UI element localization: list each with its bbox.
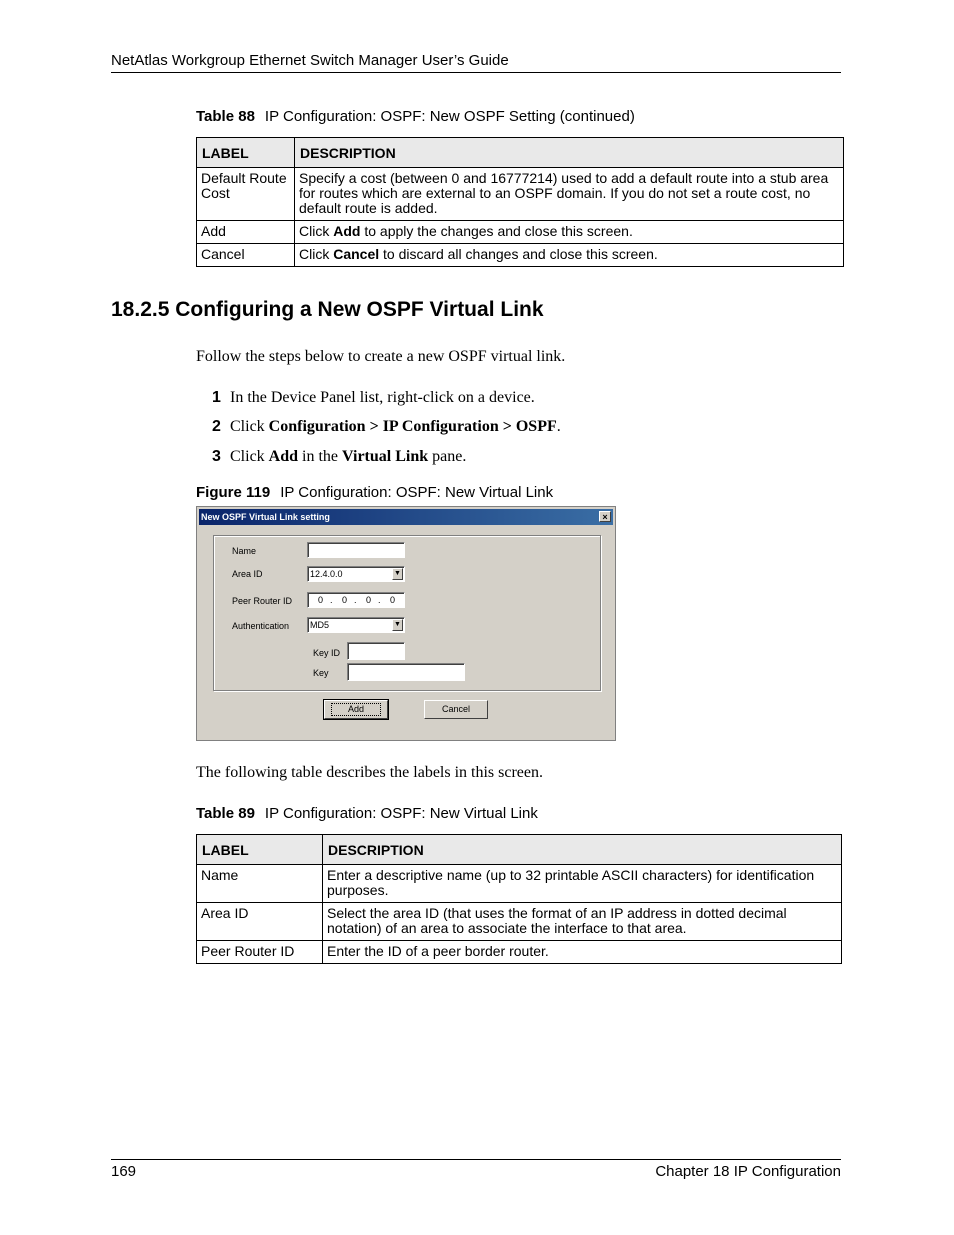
- peer-router-id-input[interactable]: [307, 592, 405, 608]
- figure-title: IP Configuration: OSPF: New Virtual Link: [280, 484, 554, 501]
- area-id-value: 12.4.0.0: [310, 569, 343, 579]
- step-2: 2 Click Configuration > IP Configuration > OSPF.: [212, 418, 561, 435]
- page-header: NetAtlas Workgroup Ethernet Switch Manager User’s Guide: [111, 52, 841, 73]
- table-header-row: [197, 138, 844, 168]
- row-label: Default Route Cost: [197, 168, 295, 221]
- table-row: [197, 244, 844, 267]
- key-id-input[interactable]: [347, 642, 405, 660]
- cancel-button[interactable]: Cancel: [424, 700, 488, 719]
- dialog-titlebar: [199, 509, 613, 525]
- row-label: Add: [197, 221, 295, 244]
- close-icon[interactable]: ×: [599, 511, 611, 522]
- authentication-label: Authentication: [232, 621, 290, 631]
- figure-number: Figure 119: [196, 484, 271, 501]
- table-row: [197, 865, 842, 903]
- authentication-value: MD5: [310, 620, 330, 630]
- peer-router-id-label: Peer Router ID: [232, 596, 293, 606]
- ip-octet-4: 0: [390, 595, 396, 605]
- table-row: [197, 941, 842, 964]
- table-row: [197, 221, 844, 244]
- table-header-row: [197, 835, 842, 865]
- table-89-number: Table 89: [196, 805, 255, 822]
- col-label-header: LABEL: [197, 138, 295, 168]
- row-description: Specify a cost (between 0 and 16777214) used to add a default route into a stub area for routes which are external to an OSPF domain. If you do not set a route cost, no default route is added.: [295, 168, 844, 221]
- chevron-down-icon[interactable]: ▼: [392, 619, 403, 631]
- ip-dot: .: [378, 595, 381, 605]
- add-button[interactable]: [324, 700, 388, 719]
- step-text: In the Device Panel list, right-click on a device.: [230, 389, 535, 406]
- chapter-title: Chapter 18 IP Configuration: [655, 1163, 841, 1180]
- row-description: Enter the ID of a peer border router.: [323, 941, 842, 964]
- key-label: Key: [313, 668, 329, 678]
- table-89-caption: [196, 805, 538, 822]
- row-label: Cancel: [197, 244, 295, 267]
- ip-octet-3: 0: [366, 595, 372, 605]
- col-description-header: DESCRIPTION: [323, 835, 842, 865]
- table-row: [197, 903, 842, 941]
- settings-group: [213, 535, 601, 691]
- table-88-number: Table 88: [196, 108, 255, 125]
- row-description: Click Add to apply the changes and close this screen.: [295, 221, 844, 244]
- ip-octet-2: 0: [342, 595, 348, 605]
- step-3: 3 Click Add in the Virtual Link pane.: [212, 448, 467, 465]
- add-button-label: Add: [331, 703, 381, 716]
- name-input[interactable]: [307, 542, 405, 558]
- table-88-title: IP Configuration: OSPF: New OSPF Setting (continued): [264, 108, 635, 125]
- table-89: [196, 834, 842, 964]
- intro-paragraph: Follow the steps below to create a new OSPF virtual link.: [196, 348, 566, 365]
- ip-dot: .: [354, 595, 357, 605]
- section-heading: 18.2.5 Configuring a New OSPF Virtual Link: [111, 298, 544, 321]
- step-number: 3: [212, 448, 221, 465]
- row-label: Peer Router ID: [197, 941, 323, 964]
- table-88-caption: [196, 108, 635, 125]
- step-1: [212, 389, 535, 407]
- table-intro-paragraph: The following table describes the labels in this screen.: [196, 764, 544, 781]
- key-input[interactable]: [347, 663, 465, 681]
- chevron-down-icon[interactable]: ▼: [392, 568, 403, 580]
- figure-119-caption: [196, 484, 553, 501]
- row-description: Select the area ID (that uses the format of an IP address in dotted decimal notation) of an area to associate the interface to that area.: [323, 903, 842, 941]
- col-label-header: LABEL: [197, 835, 323, 865]
- row-description: Enter a descriptive name (up to 32 printable ASCII characters) for identification purposes.: [323, 865, 842, 903]
- virtual-link-dialog: [196, 506, 616, 741]
- step-number: 1: [212, 389, 221, 406]
- page-number: 169: [111, 1163, 137, 1180]
- row-label: Name: [197, 865, 323, 903]
- name-label: Name: [232, 546, 257, 556]
- dialog-title: New OSPF Virtual Link setting: [201, 512, 330, 522]
- row-description: Click Cancel to discard all changes and close this screen.: [295, 244, 844, 267]
- row-label: Area ID: [197, 903, 323, 941]
- authentication-select[interactable]: [307, 617, 405, 633]
- ip-dot: .: [330, 595, 333, 605]
- key-id-label: Key ID: [313, 648, 341, 658]
- col-description-header: DESCRIPTION: [295, 138, 844, 168]
- ip-octet-1: 0: [318, 595, 324, 605]
- step-number: 2: [212, 418, 221, 435]
- area-id-select[interactable]: [307, 566, 405, 582]
- table-88: [196, 137, 844, 267]
- page-footer: [111, 1159, 841, 1180]
- table-row: [197, 168, 844, 221]
- area-id-label: Area ID: [232, 569, 263, 579]
- table-89-title: IP Configuration: OSPF: New Virtual Link: [264, 805, 538, 822]
